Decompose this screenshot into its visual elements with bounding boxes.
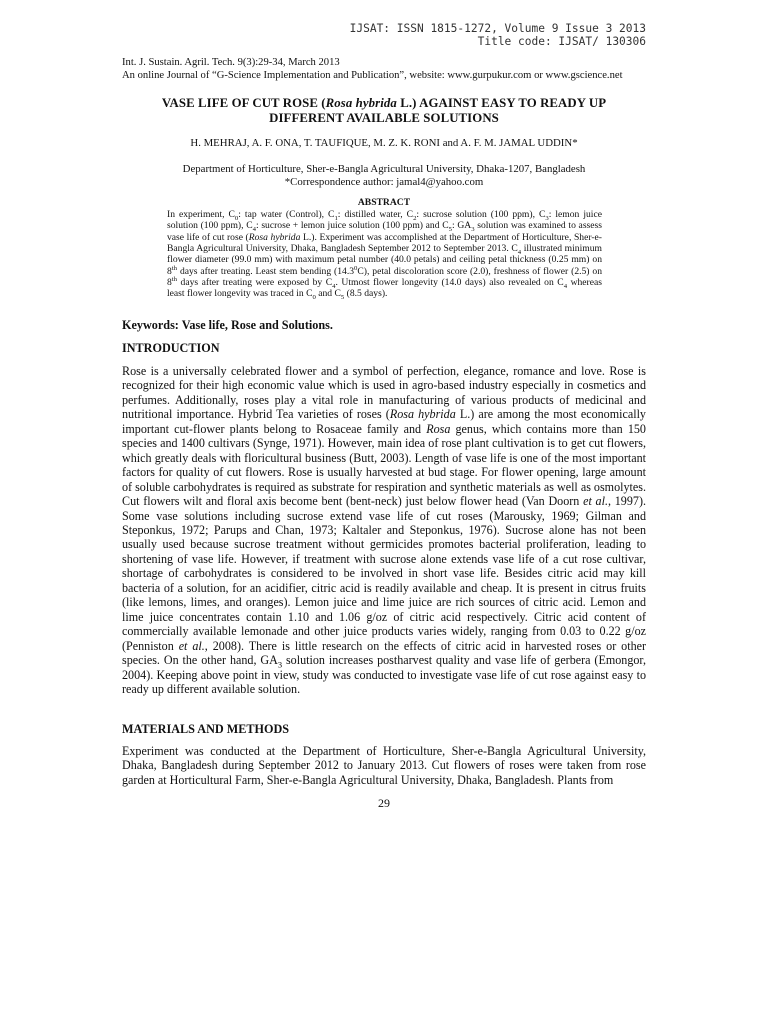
correspondence: *Correspondence author: jamal4@yahoo.com [284, 176, 484, 188]
abstract-text: In experiment, $C_0$: tap water (Control), $C_1$: distilled water, $C_2$: sucrose solution (100 ppm), $C_3$: lemon juice solution (100 ppm), $C_4$: sucrose + lemon juice solution (100 ppm) and $C_5$: $GA_3$ solution was examined to assess vase life of cut rose (Rosa hybrida L.). Experiment was accomplished at the Department of Horticulture, Sher-e-Bangla Agricultural University, Dhaka, Bangladesh September 2012 to September 2013. $C_4$ illustrated minimum flower diameter (99.0 mm) with maximum petal number (40.0 petals) and ceiling petal thickness (0.25 mm) on 8th days after treating. Least stem bending (14.3$^0$C), petal discoloration score (2.0), freshness of flower (2.5) on 8th days after treating were exposed by $C_4$. Utmost flower longevity (14.0 days) also revealed on $C_4$ whereas least flower longevity was traced in $C_0$ and $C_5$ (8.5 days). [167, 209, 603, 302]
publisher-line: An online Journal of “G-Science Implementation and Publication”, website: www.gurpukur.com or www.gscience.net [122, 70, 623, 81]
citation: Int. J. Sustain. Agril. Tech. 9(3):29-34, March 2013 [122, 57, 340, 68]
abstract-heading: ABSTRACT [357, 197, 411, 208]
article-title: VASE LIFE OF CUT ROSE (Rosa hybrida L.) AGAINST EASY TO READY UP DIFFERENT AVAILABLE SOLUTIONS [161, 96, 607, 125]
keywords: Keywords: Vase life, Rose and Solutions. [122, 318, 333, 332]
issn-line: IJSAT: ISSN 1815-1272, Volume 9 Issue 3 2013 [349, 22, 646, 35]
authors: H. MEHRAJ, A. F. ONA, T. TAUFIQUE, M. Z. K. RONI and A. F. M. JAMAL UDDIN* [190, 137, 578, 149]
introduction-heading: INTRODUCTION [122, 341, 220, 355]
journal-header [350, 22, 646, 48]
journal-info [122, 56, 623, 82]
page-number: 29 [378, 796, 390, 810]
materials-methods-heading: MATERIALS AND METHODS [122, 722, 290, 736]
introduction-text: Rose is a universally celebrated flower and a symbol of perfection, elegance, romance and love. Rose is recognized for their high economic value which is used in agro-based industry especially in cosmetics and perfumes. Additionally, roses play a vital role in manufacturing of various products of medicinal and nutritional importance. Hybrid Tea varieties of roses (Rosa hybrida L.) are among the most economically important cut-flower plants belong to Rosaceae family and Rosa genus, which contains more than 150 species and 1400 cultivars (Synge, 1971). However, main idea of rose plant cultivation is to get cut flowers, which greatly deals with floricultural business (Butt, 2003). Length of vase life is one of the most important factors for quality of cut flowers. Rose is usually harvested at bud stage. For flower opening, large amount of soluble carbohydrates is required as substrate for respiration and synthetic materials as well as osmolytes. Cut flowers wilt and floral axis become bent (bent-neck) just below flower head (Van Doorn et al., 1997). Some vase solutions including sucrose extend vase life of cut roses (Marousky, 1969; Gilman and Steponkus, 1972; Parups and Chan, 1973; Kaltaler and Steponkus, 1976). Sucrose alone has not been usually used because sucrose treatment without germicides promotes bacterial proliferation, leading to shortening of vase life. However, if treatment with sucrose alone extends vase life of a cut rose cultivar, shortage of carbohydrates is considered to be involved in short vase life. Besides citric acid may kill bacteria of a solution, for an acidifier, citric acid is readily available and cheap. It is present in citrus fruits (like lemons, limes, and oranges). Lemon juice and lime juice are rich sources of citric acid. Lemon and lime juice concentrates contain 1.10 and 1.06 g/oz of citric acid respectively. Citric acid content of commercially available lemonade and other juice products varies widely, ranging from 0.03 to 0.22 g/oz (Penniston et al., 2008). There is little research on the effects of citric acid in harvested roses or other species. On the other hand, $GA_3$ solution increases postharvest quality and vase life of gerbera (Emongor, 2004). Keeping above point in view, study was conducted to investigate vase life of cut rose against easy to ready up different available solution. [122, 364, 647, 696]
title-code: Title code: IJSAT/ 130306 [477, 35, 646, 48]
affiliation: Department of Horticulture, Sher-e-Bangla Agricultural University, Dhaka-1207, Bangladesh [182, 163, 586, 175]
materials-methods-text: Experiment was conducted at the Department of Horticulture, Sher-e-Bangla Agricultural University, Dhaka, Bangladesh during September 2012 to January 2013. Cut flowers of roses were taken from rose garden at Horticultural Farm, Sher-e-Bangla Agricultural University, Dhaka, Bangladesh. Plants from [122, 744, 646, 787]
affiliation-block [122, 163, 646, 189]
species-name: Rosa hybrida [325, 96, 397, 110]
